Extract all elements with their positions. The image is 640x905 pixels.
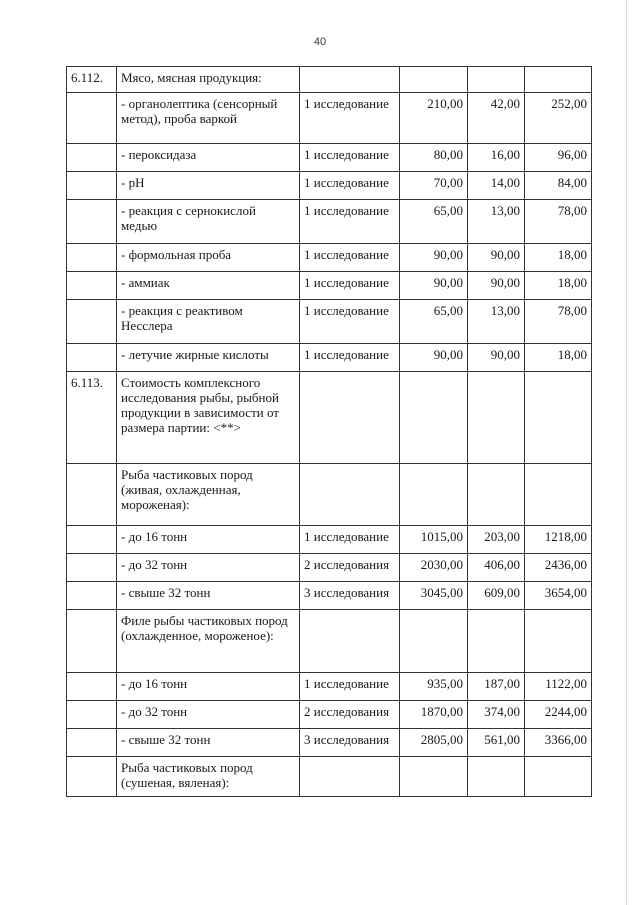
unit-cell: 1 исследование <box>300 93 400 144</box>
price-cell: 80,00 <box>400 144 468 172</box>
table-row <box>67 172 592 200</box>
row-number-cell <box>67 673 117 701</box>
row-number-cell: 6.113. <box>67 372 117 464</box>
vat-cell: 406,00 <box>468 554 525 582</box>
vat-cell: 90,00 <box>468 344 525 372</box>
row-number-cell <box>67 757 117 797</box>
price-cell <box>400 372 468 464</box>
row-number-cell <box>67 582 117 610</box>
table-row <box>67 272 592 300</box>
total-cell: 252,00 <box>525 93 592 144</box>
description-cell: - формольная проба <box>117 244 300 272</box>
total-cell <box>525 464 592 526</box>
row-number-cell <box>67 554 117 582</box>
price-cell: 90,00 <box>400 272 468 300</box>
vat-cell: 16,00 <box>468 144 525 172</box>
price-cell: 70,00 <box>400 172 468 200</box>
vat-cell: 13,00 <box>468 200 525 244</box>
unit-cell: 2 исследования <box>300 554 400 582</box>
description-cell: Стоимость комплексного исследования рыбы, рыбной продукции в зависимости от размера партии: <**> <box>117 372 300 464</box>
description-cell: - органолептика (сенсорный метод), проба варкой <box>117 93 300 144</box>
row-number-cell <box>67 610 117 673</box>
vat-cell: 14,00 <box>468 172 525 200</box>
total-cell: 2244,00 <box>525 701 592 729</box>
description-cell: Мясо, мясная продукция: <box>117 67 300 93</box>
table-row <box>67 300 592 344</box>
row-number-cell <box>67 144 117 172</box>
vat-cell: 13,00 <box>468 300 525 344</box>
description-cell: - pH <box>117 172 300 200</box>
table-row <box>67 344 592 372</box>
vat-cell <box>468 464 525 526</box>
description-cell: Филе рыбы частиковых пород (охлажденное, мороженое): <box>117 610 300 673</box>
row-number-cell <box>67 172 117 200</box>
price-cell: 210,00 <box>400 93 468 144</box>
description-cell: - аммиак <box>117 272 300 300</box>
table-body <box>67 67 592 797</box>
description-cell: - реакция с реактивом Несслера <box>117 300 300 344</box>
row-number-cell <box>67 464 117 526</box>
row-number-cell <box>67 244 117 272</box>
row-number-cell: 6.112. <box>67 67 117 93</box>
row-number-cell <box>67 272 117 300</box>
total-cell: 96,00 <box>525 144 592 172</box>
price-cell: 2805,00 <box>400 729 468 757</box>
total-cell: 78,00 <box>525 300 592 344</box>
vat-cell: 90,00 <box>468 244 525 272</box>
total-cell: 78,00 <box>525 200 592 244</box>
unit-cell: 1 исследование <box>300 526 400 554</box>
vat-cell: 42,00 <box>468 93 525 144</box>
price-cell: 90,00 <box>400 244 468 272</box>
total-cell: 3366,00 <box>525 729 592 757</box>
price-cell: 935,00 <box>400 673 468 701</box>
table-row <box>67 673 592 701</box>
unit-cell: 1 исследование <box>300 673 400 701</box>
price-cell <box>400 757 468 797</box>
row-number-cell <box>67 200 117 244</box>
unit-cell <box>300 464 400 526</box>
total-cell <box>525 757 592 797</box>
total-cell: 2436,00 <box>525 554 592 582</box>
table-row <box>67 93 592 144</box>
table-row <box>67 464 592 526</box>
unit-cell <box>300 757 400 797</box>
total-cell <box>525 67 592 93</box>
table-row <box>67 610 592 673</box>
table-row <box>67 67 592 93</box>
unit-cell: 1 исследование <box>300 200 400 244</box>
vat-cell <box>468 610 525 673</box>
table-row <box>67 372 592 464</box>
price-cell: 1870,00 <box>400 701 468 729</box>
unit-cell: 1 исследование <box>300 300 400 344</box>
table-row <box>67 526 592 554</box>
total-cell: 1218,00 <box>525 526 592 554</box>
unit-cell: 1 исследование <box>300 144 400 172</box>
total-cell: 84,00 <box>525 172 592 200</box>
unit-cell: 1 исследование <box>300 244 400 272</box>
vat-cell: 609,00 <box>468 582 525 610</box>
total-cell: 18,00 <box>525 344 592 372</box>
price-cell: 2030,00 <box>400 554 468 582</box>
unit-cell: 3 исследования <box>300 729 400 757</box>
price-table <box>66 66 592 797</box>
price-cell <box>400 464 468 526</box>
price-cell: 90,00 <box>400 344 468 372</box>
vat-cell: 561,00 <box>468 729 525 757</box>
table-row <box>67 244 592 272</box>
total-cell: 18,00 <box>525 272 592 300</box>
row-number-cell <box>67 93 117 144</box>
page-number: 40 <box>313 36 327 48</box>
description-cell: - летучие жирные кислоты <box>117 344 300 372</box>
unit-cell: 3 исследования <box>300 582 400 610</box>
description-cell: - свыше 32 тонн <box>117 582 300 610</box>
price-cell: 3045,00 <box>400 582 468 610</box>
description-cell: Рыба частиковых пород (сушеная, вяленая): <box>117 757 300 797</box>
total-cell: 18,00 <box>525 244 592 272</box>
table-row <box>67 144 592 172</box>
table-row <box>67 200 592 244</box>
vat-cell: 374,00 <box>468 701 525 729</box>
table-row <box>67 582 592 610</box>
unit-cell <box>300 67 400 93</box>
price-cell: 65,00 <box>400 300 468 344</box>
row-number-cell <box>67 300 117 344</box>
price-cell <box>400 67 468 93</box>
scan-edge <box>626 0 627 905</box>
description-cell: - реакция с сернокислой медью <box>117 200 300 244</box>
vat-cell: 187,00 <box>468 673 525 701</box>
price-cell <box>400 610 468 673</box>
vat-cell <box>468 372 525 464</box>
row-number-cell <box>67 729 117 757</box>
description-cell: - до 32 тонн <box>117 554 300 582</box>
total-cell <box>525 372 592 464</box>
unit-cell: 1 исследование <box>300 344 400 372</box>
vat-cell <box>468 757 525 797</box>
table-row <box>67 701 592 729</box>
total-cell <box>525 610 592 673</box>
table-row <box>67 757 592 797</box>
description-cell: Рыба частиковых пород (живая, охлажденная, мороженая): <box>117 464 300 526</box>
unit-cell: 1 исследование <box>300 272 400 300</box>
vat-cell: 90,00 <box>468 272 525 300</box>
vat-cell <box>468 67 525 93</box>
description-cell: - пероксидаза <box>117 144 300 172</box>
unit-cell <box>300 372 400 464</box>
price-cell: 65,00 <box>400 200 468 244</box>
table-row <box>67 554 592 582</box>
unit-cell: 2 исследования <box>300 701 400 729</box>
unit-cell <box>300 610 400 673</box>
description-cell: - до 16 тонн <box>117 673 300 701</box>
table-row <box>67 729 592 757</box>
description-cell: - до 32 тонн <box>117 701 300 729</box>
total-cell: 1122,00 <box>525 673 592 701</box>
row-number-cell <box>67 526 117 554</box>
total-cell: 3654,00 <box>525 582 592 610</box>
unit-cell: 1 исследование <box>300 172 400 200</box>
description-cell: - свыше 32 тонн <box>117 729 300 757</box>
description-cell: - до 16 тонн <box>117 526 300 554</box>
price-cell: 1015,00 <box>400 526 468 554</box>
vat-cell: 203,00 <box>468 526 525 554</box>
row-number-cell <box>67 701 117 729</box>
row-number-cell <box>67 344 117 372</box>
